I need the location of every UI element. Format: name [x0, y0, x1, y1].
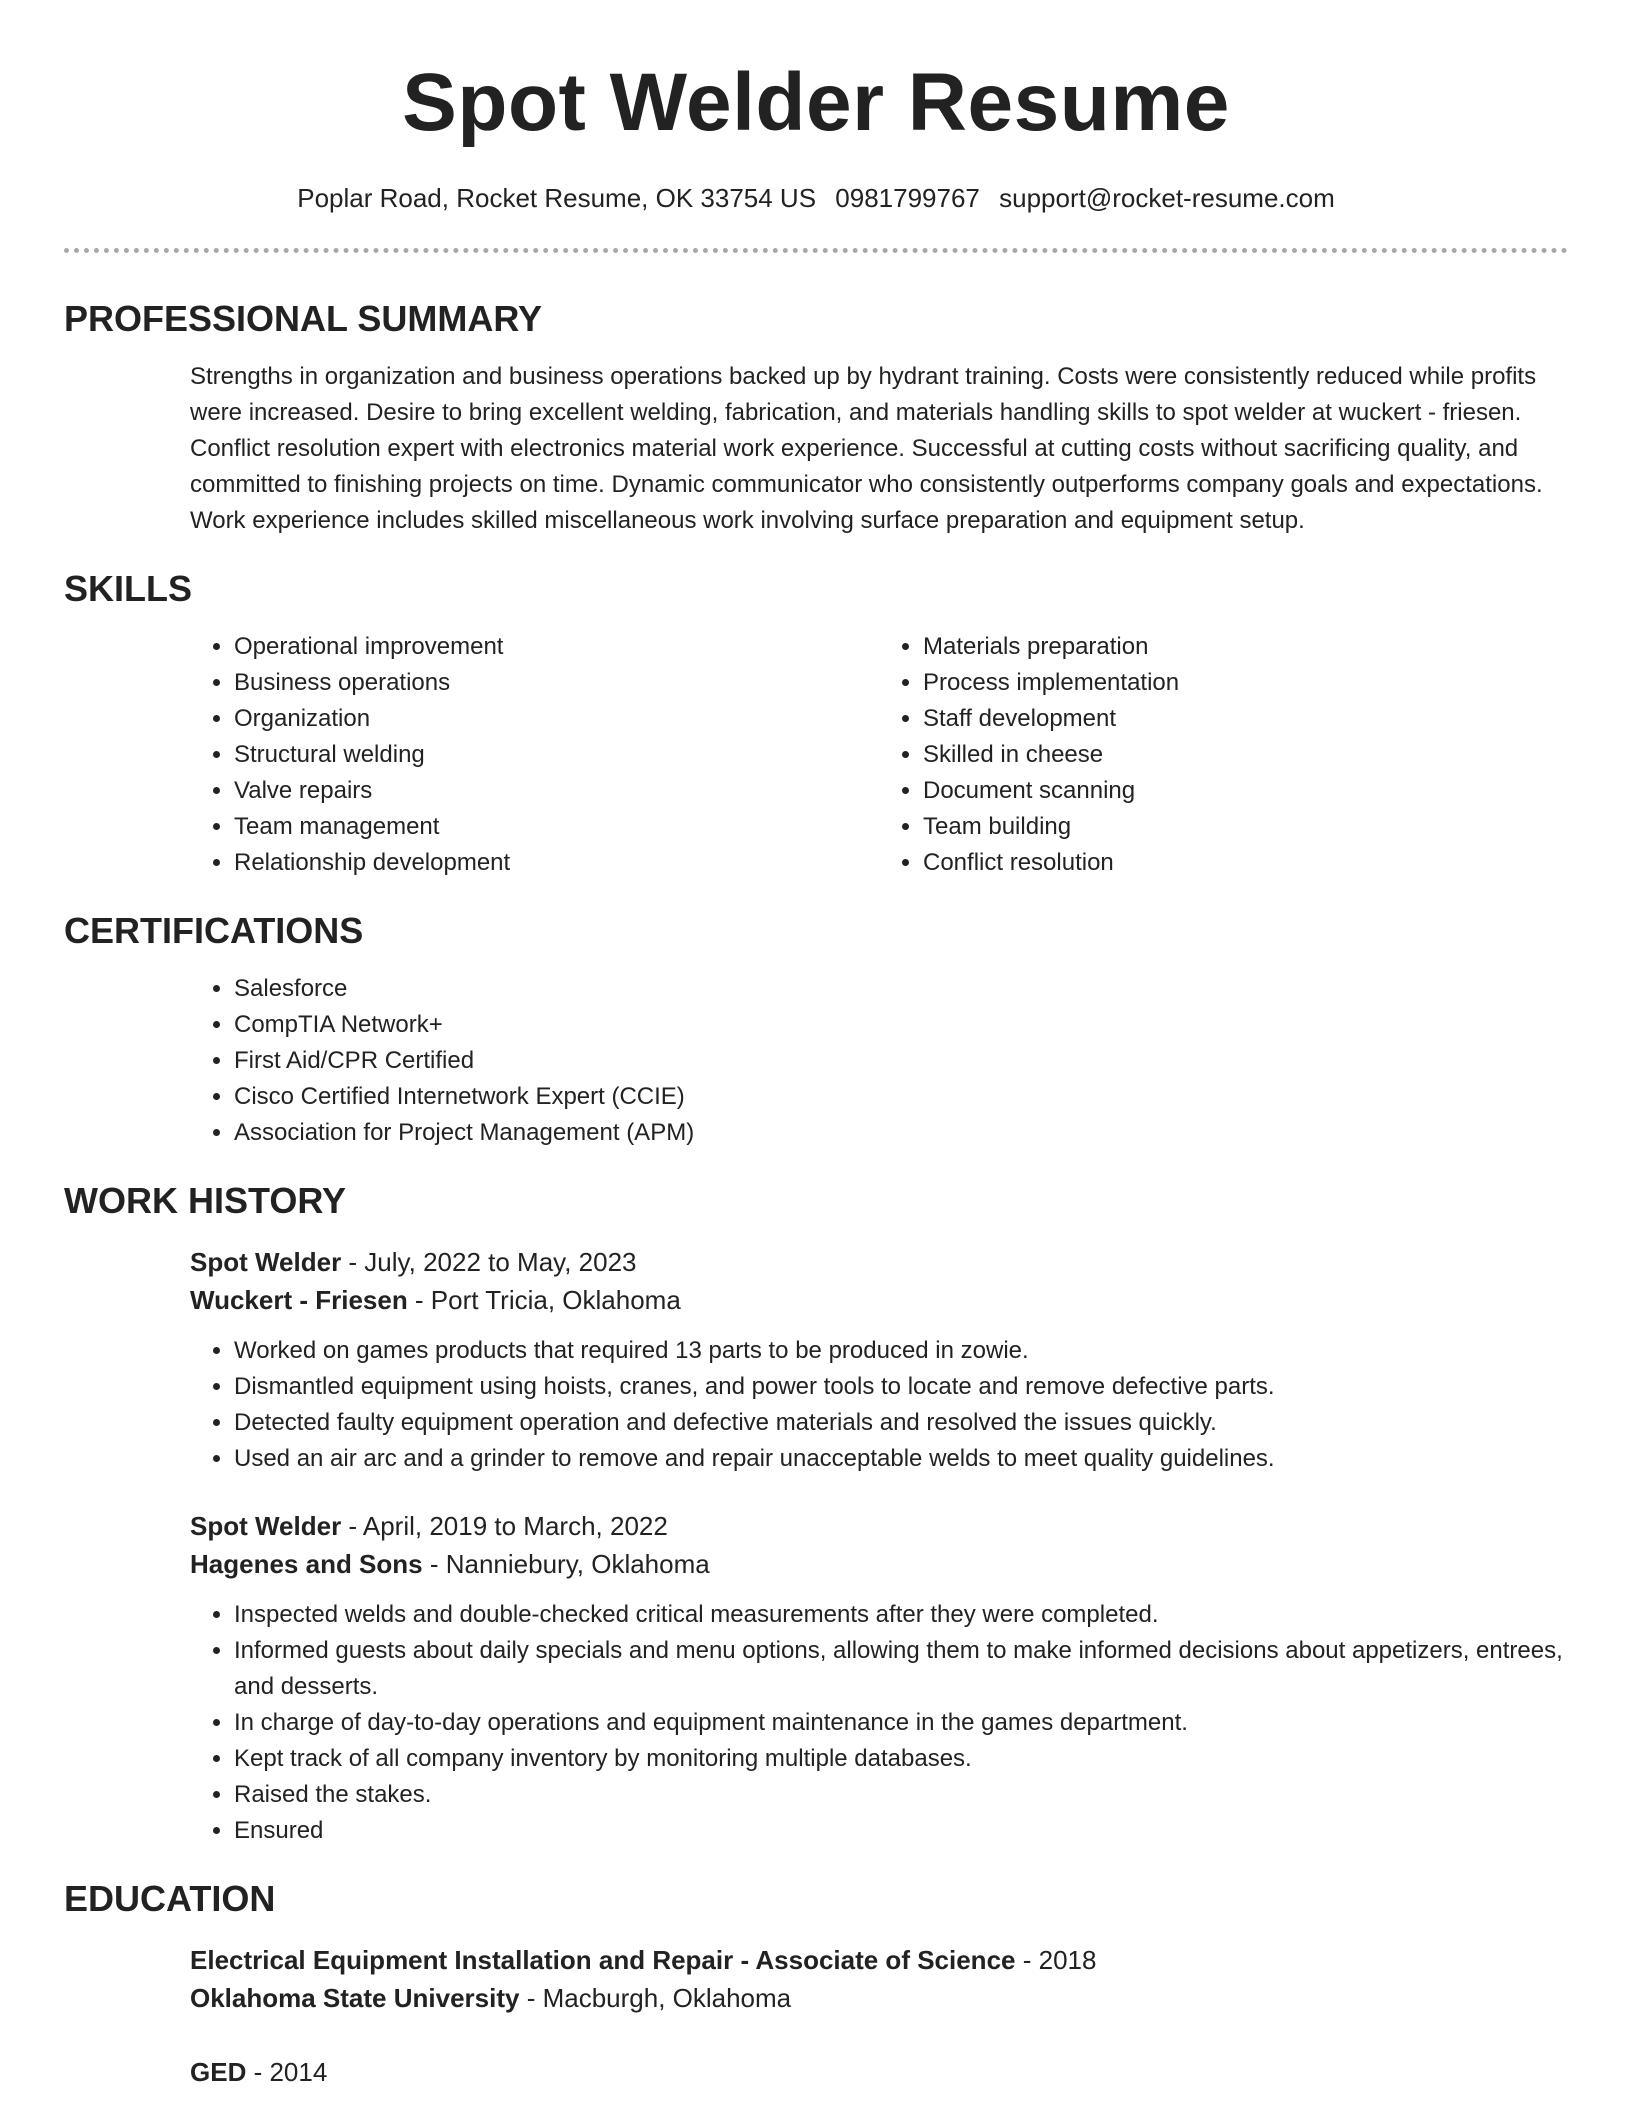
- skill-item: • Team management: [234, 809, 879, 845]
- job-company: Hagenes and Sons: [190, 1549, 423, 1579]
- section-title-skills: SKILLS: [64, 568, 193, 609]
- job-bullet: • Informed guests about daily specials and menu options, allowing them to make informed decisions about appetizers, entrees, and desserts.: [234, 1633, 1568, 1705]
- skill-item: • Structural welding: [234, 737, 879, 773]
- job-bullet: • Kept track of all company inventory by monitoring multiple databases.: [234, 1741, 1568, 1777]
- summary-text: Strengths in organization and business operations backed up by hydrant training. Costs were consistently reduced while profits were increased. Desire to bring excellent welding, fabrication, and materials handling skills to spot welder at wuckert - friesen. Conflict resolution expert with electronics material work experience. Successful at cutting costs without sacrificing quality, and committed to finishing projects on time. Dynamic communicator who consistently outperforms company goals and expectations. Work experience includes skilled miscellaneous work involving surface preparation and equipment setup.: [190, 363, 1543, 534]
- education-entry: [190, 1941, 1568, 2017]
- contact-email: support@rocket-resume.com: [999, 183, 1335, 213]
- job-entry: [190, 1507, 1568, 1849]
- job-dates: - April, 2019 to March, 2022: [341, 1511, 668, 1541]
- education-degree-line: [190, 2053, 1568, 2091]
- contact-phone: 0981799767: [835, 183, 980, 213]
- job-bullet: • Inspected welds and double-checked critical measurements after they were completed.: [234, 1597, 1568, 1633]
- certifications-list: [190, 971, 1568, 1151]
- certification-item: • CompTIA Network+: [234, 1007, 1568, 1043]
- header-divider: [64, 248, 1568, 253]
- education-entry: [190, 2053, 1568, 2091]
- certification-item: • Salesforce: [234, 971, 1568, 1007]
- education-school-line: [190, 1979, 1568, 2017]
- education-location: - Macburgh, Oklahoma: [519, 1983, 792, 2013]
- skill-item: • Skilled in cheese: [923, 737, 1568, 773]
- skills-column-right: [879, 629, 1568, 881]
- job-company-line: [190, 1545, 1568, 1583]
- job-bullet: • Worked on games products that required 13 parts to be produced in zowie.: [234, 1333, 1568, 1369]
- job-bullet: • Ensured: [234, 1813, 1568, 1849]
- job-entry: [190, 1243, 1568, 1477]
- job-bullet: • Detected faulty equipment operation and defective materials and resolved the issues quickly.: [234, 1405, 1568, 1441]
- skill-item: • Organization: [234, 701, 879, 737]
- section-title-summary: PROFESSIONAL SUMMARY: [64, 298, 543, 339]
- job-bullet: • Dismantled equipment using hoists, cranes, and power tools to locate and remove defective parts.: [234, 1369, 1568, 1405]
- skill-item: • Business operations: [234, 665, 879, 701]
- skill-item: • Materials preparation: [923, 629, 1568, 665]
- certification-item: • Association for Project Management (APM): [234, 1115, 1568, 1151]
- education-degree: GED: [190, 2057, 247, 2087]
- resume-title: Spot Welder Resume: [402, 57, 1230, 148]
- job-company-line: [190, 1281, 1568, 1319]
- skill-item: • Team building: [923, 809, 1568, 845]
- job-bullet: • In charge of day-to-day operations and equipment maintenance in the games department.: [234, 1705, 1568, 1741]
- job-role-line: [190, 1507, 1568, 1545]
- job-company: Wuckert - Friesen: [190, 1285, 408, 1315]
- contact-line: [64, 182, 1568, 214]
- section-title-education: EDUCATION: [64, 1878, 276, 1919]
- certifications-ul: [190, 971, 1568, 1151]
- section-title-certifications: CERTIFICATIONS: [64, 910, 364, 951]
- job-location: - Port Tricia, Oklahoma: [407, 1285, 681, 1315]
- job-role: Spot Welder: [190, 1511, 342, 1541]
- job-role-line: [190, 1243, 1568, 1281]
- skill-item: • Staff development: [923, 701, 1568, 737]
- education-year: - 2014: [246, 2057, 328, 2087]
- contact-address: Poplar Road, Rocket Resume, OK 33754 US: [297, 183, 817, 213]
- skill-item: • Process implementation: [923, 665, 1568, 701]
- job-dates: - July, 2022 to May, 2023: [341, 1247, 637, 1277]
- skill-item: • Operational improvement: [234, 629, 879, 665]
- job-location: - Nanniebury, Oklahoma: [422, 1549, 710, 1579]
- skill-item: • Relationship development: [234, 845, 879, 881]
- job-bullets: [190, 1333, 1568, 1477]
- skill-item: • Conflict resolution: [923, 845, 1568, 881]
- education-school: Oklahoma State University: [190, 1983, 520, 2013]
- education-degree: Electrical Equipment Installation and Repair - Associate of Science: [190, 1945, 1016, 1975]
- education-degree-line: [190, 1941, 1568, 1979]
- skills-list: [190, 629, 1568, 881]
- job-bullets: [190, 1597, 1568, 1849]
- job-bullet: • Raised the stakes.: [234, 1777, 1568, 1813]
- certification-item: • First Aid/CPR Certified: [234, 1043, 1568, 1079]
- skills-column-left: [190, 629, 879, 881]
- certification-item: • Cisco Certified Internetwork Expert (CCIE): [234, 1079, 1568, 1115]
- job-bullet: • Used an air arc and a grinder to remove and repair unacceptable welds to meet quality guidelines.: [234, 1441, 1568, 1477]
- job-role: Spot Welder: [190, 1247, 342, 1277]
- skill-item: • Valve repairs: [234, 773, 879, 809]
- education-year: - 2018: [1015, 1945, 1097, 1975]
- section-title-work-history: WORK HISTORY: [64, 1180, 347, 1221]
- skill-item: • Document scanning: [923, 773, 1568, 809]
